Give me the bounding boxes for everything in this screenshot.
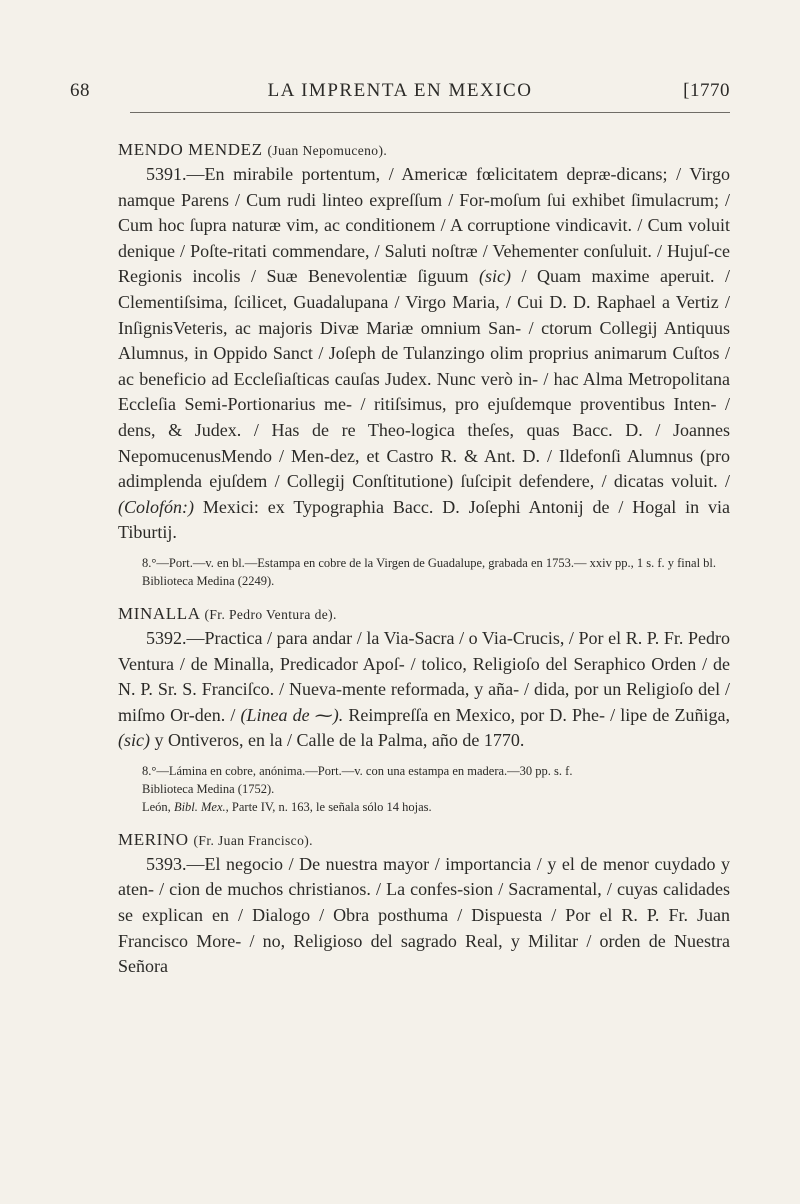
line-ornament-note: (Linea de ⁓). (240, 704, 344, 725)
author-surname: MINALLA (118, 603, 200, 623)
running-head (70, 80, 730, 104)
header-rule (130, 112, 730, 113)
note-line: 8.°—Port.—v. en bl.—Estampa en cobre de la Virgen de Guadalupe, grabada en 1753.— xxiv pp., 1 s. f. y final bl. (142, 555, 717, 570)
running-title: LA IMPRENTA EN MEXICO (267, 80, 533, 101)
entry-text-part: Mexici: ex Typographia Bacc. D. Joſephi Antonij de / Hogal in via Tiburtij. (118, 496, 730, 543)
running-year: [1770 (683, 80, 730, 101)
note-line: Biblioteca Medina (1752). (142, 781, 275, 796)
entry-heading (118, 140, 730, 160)
note-line: 8.°—Lámina en cobre, anónima.—Port.—v. con una estampa en madera.—30 pp. s. f. (142, 763, 573, 778)
page-body (118, 140, 730, 994)
entry-text-part: 5393.—El negocio / De nuestra mayor / importancia / y el de menor cuydado y aten- / cion de muchos christianos. / La confes-sion / Sacramental, / cuyas calidades se explican en / Dialogo / Obra posthuma / Dispuesta / Por el R. P. Fr. Juan Francisco More- / no, Religioso del sagrado Real, y Militar / orden de Nuestra Señora (118, 853, 730, 977)
entry-heading (118, 604, 730, 624)
sic-note: (sic) (479, 266, 512, 287)
author-surname: MENDO MENDEZ (118, 140, 263, 159)
entry-notes (118, 554, 730, 590)
entry-text (118, 626, 730, 754)
colophon-label: (Colofón:) (118, 496, 194, 517)
sic-note: (sic) (118, 730, 150, 751)
note-work-title: Bibl. Mex. (173, 799, 226, 814)
entry-5393 (118, 830, 730, 980)
author-surname: MERINO (118, 829, 189, 849)
entry-text (118, 162, 730, 546)
page-number: 68 (70, 80, 90, 101)
entry-notes (118, 762, 730, 816)
entry-text-part: Reimpreſſa en Mexico, por D. Phe- / lipe de Zuñiga, (343, 704, 731, 725)
entry-heading (118, 830, 730, 850)
note-line: Biblioteca Medina (2249). (142, 573, 275, 588)
author-given-name: (Fr. Pedro Ventura de). (204, 606, 337, 622)
entry-text-part: 5391.—En mirabile portentum, / Americæ fœlicitatem depræ-dicans; / Virgo namque Parens / Cum rudi linteo expreſſum / For-moſum ſui exhibet ſimulacrum; / Cum hoc ſupra naturæ vim, ac conditionem / A corruptione vindicavit. / Cum voluit denique / Poſte-ritati commendare, / Saluti noſtræ / Vehementer conſuluit. / Hujuſ-ce Regionis incolis / Suæ Benevolentiæ ſiguum (118, 164, 730, 287)
note-author: León, (142, 799, 174, 814)
entry-text-part: y Ontiveros, en la / Calle de la Palma, año de 1770. (149, 730, 525, 751)
entry-text-part: / Quam maxime aperuit. / Clementiſsima, ſcilicet, Guadalupana / Virgo Maria, / Cui D. D. Raphael a Vertiz / InſignisVeteris, ac majoris Divæ Mariæ omnium San- / ctorum Collegij Antiquus Alumnus, in Oppido Sanct / Joſeph de Tulanzingo olim proprius animarum Cuſtos / ac beneficio ad Eccleſiaſticas cauſas Judex. Nunc verò in- / hac Alma Metropolitana Eccleſia Semi-Portionarius me- / ritiſsimus, pro ejuſdemque proventibus Inten- / dens, & Judex. / Has de re Theo-logica theſes, quas Bacc. D. / Joannes NepomucenusMendo / Men-dez, et Castro R. & Ant. D. / Ildefonſi Alumnus (pro adimplenda ejuſdem / Collegij Conſtitutione) ſuſcipit defendere, / dicatas voluit. / (118, 266, 730, 492)
author-given-name: (Juan Nepomuceno). (267, 143, 388, 158)
entry-5391 (118, 140, 730, 590)
entry-text (118, 852, 730, 980)
note-text: , Parte IV, n. 163, le señala sólo 14 hojas. (225, 799, 432, 814)
entry-5392 (118, 604, 730, 816)
note-line (118, 798, 730, 816)
author-given-name: (Fr. Juan Francisco). (193, 832, 313, 848)
entry-text-part: 5392.—Practica / para andar / la Via-Sacra / o Via-Crucis, / Por el R. P. Fr. Pedro Ventura / de Minalla, Predicador Apoſ- / tolico, Religioſo del Seraphico Orden / de N. P. Sr. S. Franciſco. / Nueva-mente reformada, y aña- / dida, por un Religioſo del / miſmo Or-den. / (118, 627, 730, 725)
